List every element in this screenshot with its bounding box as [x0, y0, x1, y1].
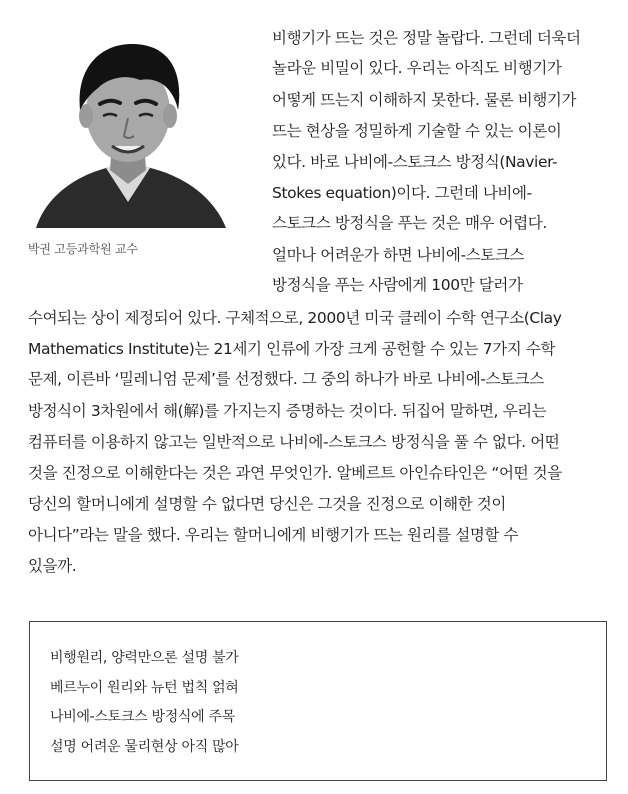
- article-line: Mathematics Institute)는 21세기 인류에 가장 크게 공헌할 수 있는 7가지 수학: [28, 340, 556, 358]
- article-line: 것을 진정으로 이해한다는 것은 과연 무엇인가. 알베르트 아인슈타인은 “어떤 것을: [28, 464, 562, 482]
- summary-item: 베르누이 원리와 뉴턴 법칙 얽혀: [50, 680, 239, 696]
- article-line: 스토크스 방정식을 푸는 것은 매우 어렵다.: [272, 214, 547, 232]
- article-line: 아니다”라는 말을 했다. 우리는 할머니에게 비행기가 뜨는 원리를 설명할 수: [28, 526, 519, 544]
- summary-item: 비행원리, 양력만으론 설명 불가: [50, 650, 239, 666]
- article-line: 얼마나 어려운가 하면 나비에-스토크스: [272, 246, 524, 264]
- author-photo-illustration: [28, 18, 234, 228]
- article-line: 있다. 바로 나비에-스토크스 방정식(Navier-: [272, 153, 558, 171]
- article-line: 비행기가 뜨는 것은 정말 놀랍다. 그런데 더욱더: [272, 29, 581, 47]
- article-line: 있을까.: [28, 557, 77, 575]
- article-line: 방정식이 3차원에서 해(解)를 가지는지 증명하는 것이다. 뒤집어 말하면, 우리는: [28, 402, 547, 420]
- article-line: 당신의 할머니에게 설명할 수 없다면 당신은 그것을 진정으로 이해한 것이: [28, 495, 506, 513]
- photo-caption: 박권 고등과학원 교수: [28, 242, 138, 256]
- article-line: 수여되는 상이 제정되어 있다. 구체적으로, 2000년 미국 클레이 수학 연구소(Clay: [28, 309, 562, 327]
- article-line: 어떻게 뜨는지 이해하지 못한다. 물론 비행기가: [272, 91, 577, 109]
- author-portrait: [28, 18, 234, 228]
- article-line: 뜨는 현상을 정밀하게 기술할 수 있는 이론이: [272, 122, 562, 140]
- article-line: 컴퓨터를 이용하지 않고는 일반적으로 나비에-스토크스 방정식을 풀 수 없다. 어떤: [28, 433, 560, 451]
- summary-item: 나비에-스토크스 방정식에 주목: [50, 709, 235, 725]
- summary-box: [29, 621, 607, 781]
- summary-item: 설명 어려운 물리현상 아직 많아: [50, 739, 239, 755]
- article-line: 방정식을 푸는 사람에게 100만 달러가: [272, 276, 523, 294]
- article-line: Stokes equation)이다. 그런데 나비에-: [272, 184, 532, 202]
- article-line: 문제, 이른바 ‘밀레니엄 문제’를 선정했다. 그 중의 하나가 바로 나비에-스토크스: [28, 370, 544, 388]
- article-line: 놀라운 비밀이 있다. 우리는 아직도 비행기가: [272, 59, 562, 77]
